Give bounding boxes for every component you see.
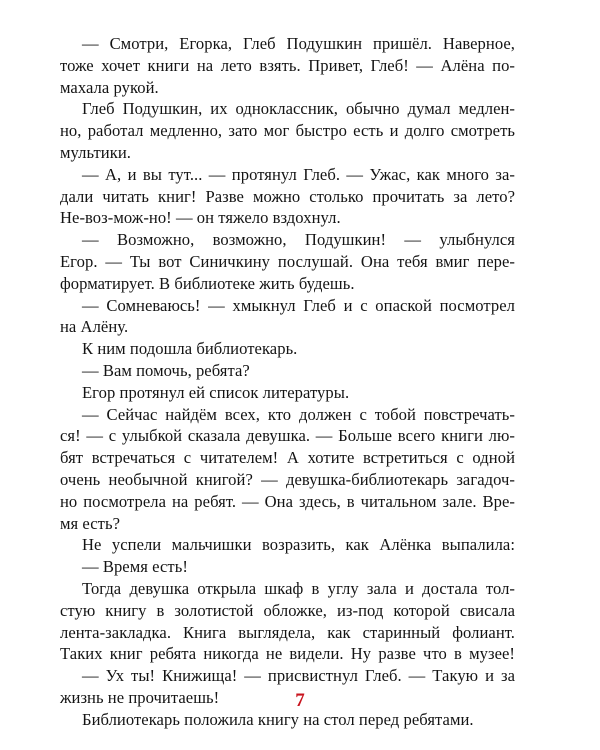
text-line: ся! — с улыбкой сказала девушка. — Больше всего книги лю- [60,426,515,446]
text-line: — Время есть! [82,557,188,577]
text-line: — А, и вы тут... — протянул Глеб. — Ужас, как много за- [82,164,515,184]
text-line: — Сомневаюсь! — хмыкнул Глеб и с опаской посмотрел [82,295,515,315]
text-line: — Сейчас найдём всех, кто должен с тобой повстречать- [82,404,515,424]
text-line: Библиотекарь положила книгу на стол перед ребятами. [82,709,474,729]
text-line: Не-воз-мож-но! — он тяжело вздохнул. [60,208,341,228]
text-line: Таких книг ребята никогда не видели. Ну разве что в музее! [60,644,515,664]
text-line: очень необычной книгой? — девушка-библиотекарь загадоч- [60,469,515,489]
text-line: на Алёну. [60,317,129,337]
text-line: мультики. [60,142,131,162]
text-line: мя есть? [60,513,121,533]
text-line: — Смотри, Егорка, Глеб Подушкин пришёл. Наверное, [82,34,515,53]
text-line: махала рукой. [60,77,159,97]
text-line: бят встречаться с читателем! А хотите встретиться с одной [60,448,515,468]
text-line: Глеб Подушкин, их одноклассник, обычно думал медлен- [82,99,515,119]
text-line: но посмотрела на ребят. — Она здесь, в читальном зале. Вре- [60,491,515,511]
text-line: — Возможно, возможно, Подушкин! — улыбнулся [82,230,515,250]
text-line: стую книгу в золотистой обложке, из-под которой свисала [60,600,515,620]
text-line: Егор протянул ей список литературы. [82,382,350,402]
text-line: — Ух ты! Книжища! — присвистнул Глеб. — Такую и за [82,666,515,686]
text-line: тоже хочет книги на лето взять. Привет, Глеб! — Алёна по- [60,55,515,75]
text-line: К ним подошла библиотекарь. [82,339,298,359]
text-line: Егор. — Ты вот Синичкину послушай. Она тебя вмиг пере- [60,251,515,271]
story-text [60,33,515,731]
text-line: Не успели мальчишки возразить, как Алёнка выпалила: [82,535,515,555]
text-line: лента-закладка. Книга выглядела, как старинный фолиант. [60,622,515,642]
text-line: — Вам помочь, ребята? [82,360,250,380]
text-line: жизнь не прочитаешь! [60,687,220,707]
text-line: форматирует. В библиотеке жить будешь. [60,273,355,293]
text-line: Тогда девушка открыла шкаф в углу зала и достала тол- [82,578,515,598]
text-line: дали читать книг! Разве можно столько прочитать за лето? [60,186,515,206]
page-number: 7 [295,690,305,711]
text-line: но, работал медленно, зато мог быстро есть и долго смотреть [60,121,515,141]
